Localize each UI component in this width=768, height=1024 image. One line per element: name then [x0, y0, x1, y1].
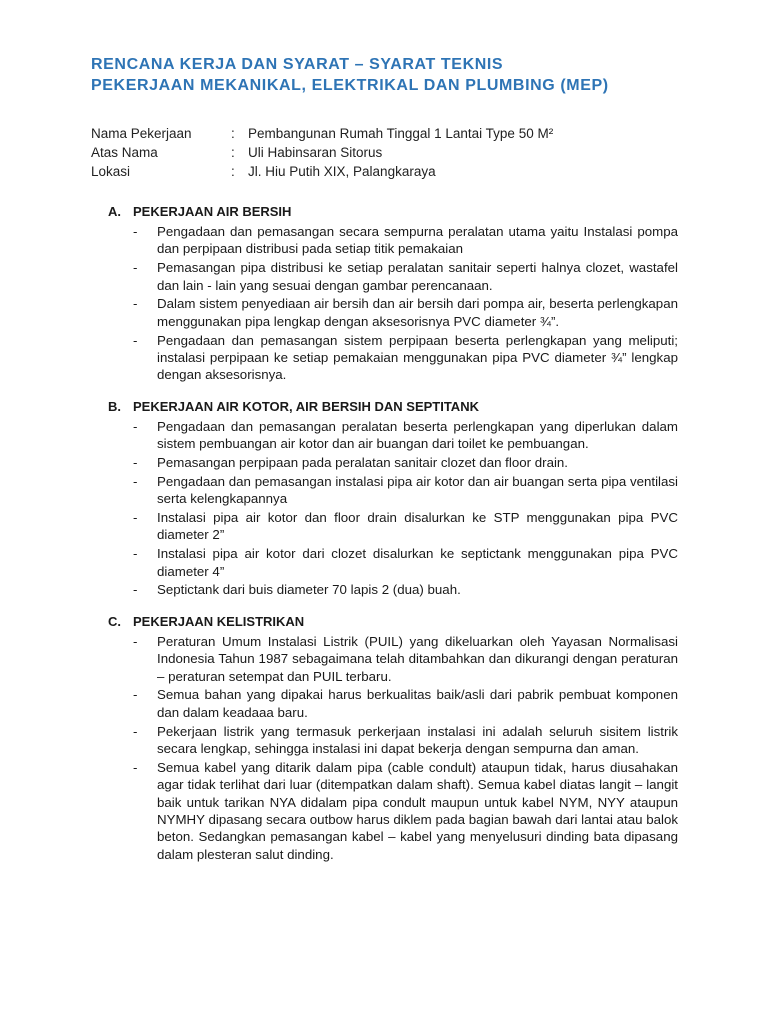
section-list [108, 633, 678, 863]
project-info-row [91, 143, 553, 162]
list-item: - Semua kabel yang ditarik dalam pipa (cable condult) ataupun tidak, harus diusahakan agar tidak terlihat dari luar (ditempatkan dalam shaft). Semua kabel diatas langit – langit baik untuk tarikan NYA didalam pipa condult maupun untuk kabel NYM, NYY ataupun NYMHY dipasang secara outbow harus diklem pada bagian bawah dari lantai atau balok beton. Sedangkan pemasangan kabel – kabel yang menyelusuri dinding bata dipasang dalam plesteran salut dinding. [133, 759, 678, 862]
info-value: Jl. Hiu Putih XIX, Palangkaraya [248, 164, 436, 179]
title-line-2: PEKERJAAN MEKANIKAL, ELEKTRIKAL DAN PLUMBING (MEP) [91, 77, 609, 94]
project-info [91, 124, 553, 181]
section-letter: B. [108, 398, 121, 414]
info-colon: : [231, 126, 235, 141]
list-item-text: Semua kabel yang ditarik dalam pipa (cable condult) ataupun tidak, harus diusahakan agar tidak terlihat dari luar (ditempatkan dalam shaft). Semua kabel diatas langit – langit baik untuk tarikan NYA didalam pipa condult maupun untuk kabel NYM, NYY ataupun NYMHY dipasang secara outbow harus diklem pada bagian bawah dari lantai atau balok beton. Sedangkan pemasangan kabel – kabel yang menyelusuri dinding bata dipasang dalam plesteran salut dinding. [157, 759, 678, 862]
list-item: - Pengadaan dan pemasangan sistem perpipaan beserta perlengkapan yang meliputi; instalasi perpipaan ke setiap pemakaian menggunakan pipa PVC diameter ¾” lengkap dengan aksesorisnya. [133, 332, 678, 383]
list-item-text: Semua bahan yang dipakai harus berkualitas baik/asli dari pabrik pembuat komponen dan dalam keadaaa baru. [157, 687, 678, 720]
section-heading [108, 398, 678, 416]
section-letter: C. [108, 613, 121, 629]
list-item-text: Pengadaan dan pemasangan secara sempurna peralatan utama yaitu Instalasi pompa dan perpipaan distribusi pada setiap titik pemakaian [157, 224, 678, 257]
list-item: - Semua bahan yang dipakai harus berkualitas baik/asli dari pabrik pembuat komponen dan dalam keadaaa baru. [133, 687, 678, 720]
section-kelistrikan [108, 613, 678, 863]
list-item: - Pengadaan dan pemasangan peralatan beserta perlengkapan yang diperlukan dalam sistem pembuangan air kotor dan air buangan dari toilet ke pembuangan. [133, 418, 678, 452]
section-air-kotor [108, 398, 678, 599]
project-info-row [91, 162, 553, 181]
list-item: - Peraturan Umum Instalasi Listrik (PUIL) yang dikeluarkan oleh Yayasan Normalisasi Indonesia Tahun 1987 sebagaimana telah ditambahkan dan dikurangi dengan peraturan – peraturan setempat dan PUIL terbaru. [133, 633, 678, 684]
list-item-text: Pengadaan dan pemasangan instalasi pipa air kotor dan air buangan serta pipa ventilasi serta kelengkapannya [157, 473, 678, 507]
section-title: PEKERJAAN AIR KOTOR, AIR BERSIH DAN SEPTITANK [133, 398, 479, 414]
list-item-text: Pengadaan dan pemasangan peralatan beserta perlengkapan yang diperlukan dalam sistem pembuangan air kotor dan air buangan dari toilet ke pembuangan. [157, 418, 678, 452]
list-item-text: Instalasi pipa air kotor dan floor drain disalurkan ke STP menggunakan pipa PVC diameter 2” [157, 510, 678, 543]
section-heading [108, 613, 678, 631]
info-label: Atas Nama [91, 145, 158, 160]
list-item: - Pemasangan perpipaan pada peralatan sanitair clozet dan floor drain. [108, 454, 678, 471]
list-item: - Pengadaan dan pemasangan instalasi pipa air kotor dan air buangan serta pipa ventilasi serta kelengkapannya [133, 473, 678, 507]
list-item: - Dalam sistem penyediaan air bersih dan air bersih dari pompa air, beserta perlengkapan menggunakan pipa lengkap dengan aksesorisnya PVC diameter ¾”. [133, 296, 678, 329]
section-air-bersih [108, 203, 678, 384]
section-letter: A. [108, 204, 121, 219]
list-item-text: Peraturan Umum Instalasi Listrik (PUIL) yang dikeluarkan oleh Yayasan Normalisasi Indonesia Tahun 1987 sebagaimana telah ditambahkan dan dikurangi dengan peraturan – peraturan setempat dan PUIL terbaru. [157, 633, 678, 684]
document-content [108, 203, 678, 877]
list-item-text: Septictank dari buis diameter 70 lapis 2 (dua) buah. [157, 582, 461, 598]
section-list [108, 418, 678, 599]
document-title [91, 54, 609, 96]
list-item-text: Instalasi pipa air kotor dari clozet disalurkan ke septictank menggunakan pipa PVC diameter 4” [157, 546, 678, 579]
info-label: Lokasi [91, 164, 131, 179]
list-item: - Instalasi pipa air kotor dari clozet disalurkan ke septictank menggunakan pipa PVC diameter 4” [133, 546, 678, 579]
list-item-text: Dalam sistem penyediaan air bersih dan air bersih dari pompa air, beserta perlengkapan menggunakan pipa lengkap dengan aksesorisnya PVC diameter ¾”. [157, 296, 678, 329]
list-item: - Septictank dari buis diameter 70 lapis 2 (dua) buah. [108, 581, 678, 598]
section-title: PEKERJAAN AIR BERSIH [133, 204, 292, 219]
section-heading [108, 203, 678, 221]
list-item-text: Pemasangan pipa distribusi ke setiap peralatan sanitair seperti halnya clozet, wastafel dan lain - lain yang sesuai dengan gambar perencanaan. [157, 260, 678, 293]
list-item-text: Pemasangan perpipaan pada peralatan sanitair clozet dan floor drain. [157, 455, 569, 471]
section-list [108, 223, 678, 384]
list-item-text: Pekerjaan listrik yang termasuk perkerjaan instalasi ini adalah seluruh sisitem listrik secara lengkap, sehingga instalasi ini dapat bekerja dengan sempurna dan aman. [157, 723, 678, 757]
list-item: - Pengadaan dan pemasangan secara sempurna peralatan utama yaitu Instalasi pompa dan perpipaan distribusi pada setiap titik pemakaian [133, 224, 678, 257]
info-colon: : [231, 145, 235, 160]
list-item: - Pemasangan pipa distribusi ke setiap peralatan sanitair seperti halnya clozet, wastafel dan lain - lain yang sesuai dengan gambar perencanaan. [133, 260, 678, 293]
list-item: - Instalasi pipa air kotor dan floor drain disalurkan ke STP menggunakan pipa PVC diameter 2” [133, 510, 678, 543]
list-item-text: Pengadaan dan pemasangan sistem perpipaan beserta perlengkapan yang meliputi; instalasi perpipaan ke setiap pemakaian menggunakan pipa PVC diameter ¾” lengkap dengan aksesorisnya. [157, 332, 678, 383]
project-info-row [91, 124, 553, 143]
list-item: - Pekerjaan listrik yang termasuk perkerjaan instalasi ini adalah seluruh sisitem listrik secara lengkap, sehingga instalasi ini dapat bekerja dengan sempurna dan aman. [133, 723, 678, 757]
info-value: Uli Habinsaran Sitorus [248, 145, 383, 160]
info-colon: : [231, 164, 235, 179]
info-value: Pembangunan Rumah Tinggal 1 Lantai Type 50 M² [248, 126, 554, 141]
section-title: PEKERJAAN KELISTRIKAN [133, 613, 305, 629]
info-label: Nama Pekerjaan [91, 126, 192, 141]
title-line-1: RENCANA KERJA DAN SYARAT – SYARAT TEKNIS [91, 56, 504, 73]
